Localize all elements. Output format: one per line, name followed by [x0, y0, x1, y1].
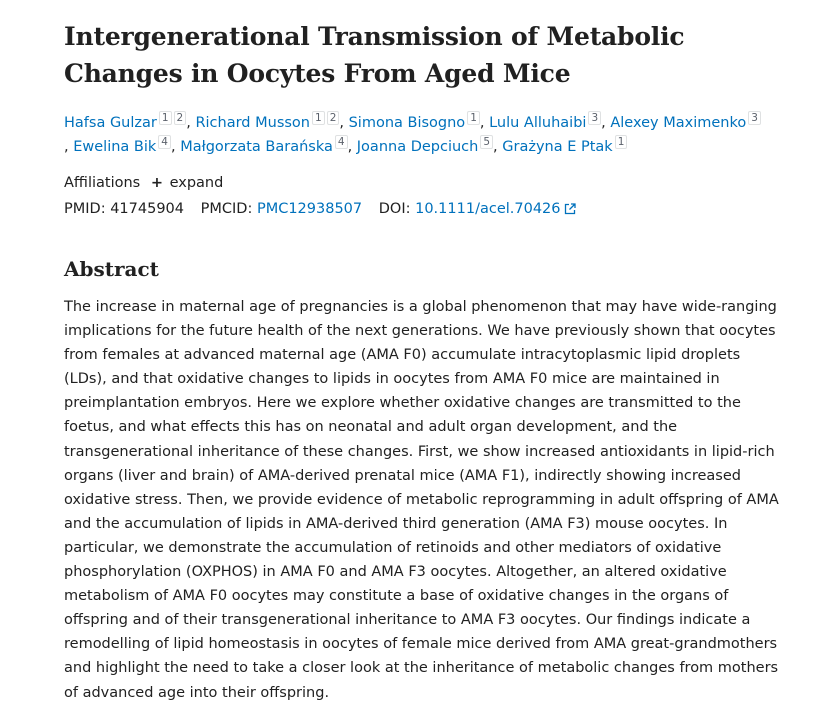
- author-link[interactable]: Ewelina Bik: [73, 139, 157, 155]
- affiliations-row: [64, 171, 794, 195]
- author-link[interactable]: Małgorzata Barańska: [180, 139, 333, 155]
- affiliation-number[interactable]: 1: [159, 111, 172, 125]
- authors-list: [64, 111, 764, 159]
- author-separator: ,: [479, 115, 490, 131]
- affiliation-number[interactable]: 4: [335, 135, 348, 149]
- affiliation-number[interactable]: 2: [327, 111, 340, 125]
- author-separator: ,: [186, 115, 196, 131]
- pmcid-item: [201, 201, 363, 217]
- pmcid-link[interactable]: PMC12938507: [256, 201, 363, 217]
- pmcid-label: PMCID:: [200, 201, 253, 217]
- affiliation-number[interactable]: 3: [748, 111, 761, 125]
- author-separator: ,: [601, 115, 611, 131]
- doi-item: [379, 201, 576, 217]
- expand-affiliations-button[interactable]: [151, 175, 224, 191]
- author-separator: ,: [170, 139, 181, 155]
- author-link[interactable]: Grażyna E Ptak: [502, 139, 613, 155]
- doi-label: DOI:: [378, 201, 411, 217]
- author-link[interactable]: Joanna Depciuch: [356, 139, 479, 155]
- affiliation-number[interactable]: 1: [467, 111, 480, 125]
- affiliation-number[interactable]: 2: [174, 111, 187, 125]
- expand-label: expand: [169, 175, 224, 191]
- affiliation-number[interactable]: 4: [158, 135, 171, 149]
- author-link[interactable]: Lulu Alluhaibi: [489, 115, 587, 131]
- abstract-heading: Abstract: [64, 257, 159, 281]
- plus-icon: +: [150, 175, 163, 191]
- author-separator: ,: [64, 139, 74, 155]
- pmid-item: [64, 201, 184, 217]
- pmid-label: PMID:: [64, 201, 106, 217]
- affiliations-label: Affiliations: [64, 175, 141, 191]
- author-link[interactable]: Alexey Maximenko: [610, 115, 747, 131]
- author-separator: ,: [493, 139, 503, 155]
- affiliation-number[interactable]: 5: [480, 135, 493, 149]
- author-link[interactable]: Simona Bisogno: [348, 115, 466, 131]
- article-title: Intergenerational Transmission of Metabolic Changes in Oocytes From Aged Mice: [64, 22, 685, 88]
- doi-value: 10.1111/acel.70426: [415, 201, 561, 217]
- affiliation-number[interactable]: 3: [588, 111, 601, 125]
- external-link-icon: [564, 201, 576, 221]
- author-link[interactable]: Richard Musson: [195, 115, 310, 131]
- affiliation-number[interactable]: 1: [312, 111, 325, 125]
- author-separator: ,: [347, 139, 357, 155]
- abstract-text: The increase in maternal age of pregnancies is a global phenomenon that may have wide-ranging implications for the future health of the next generations. We have previously shown that oocytes from females at advanced maternal age (AMA F0) accumulate intracytoplasmic lipid droplets (LDs), and that oxidative changes to lipids in oocytes from AMA F0 mice are maintained in preimplantation embryos. Here we explore whether oxidative changes are transmitted to the foetus, and what effects this has on neonatal and adult organ development, and the transgenerational inheritance of these changes. First, we show increased antioxidants in lipid-rich organs (liver and brain) of AMA-derived prenatal mice (AMA F1), indirectly showing increased oxidative stress. Then, we provide evidence of metabolic reprogramming in adult offspring of AMA and the accumulation of lipids in AMA-derived third generation (AMA F3) mouse oocytes. In particular, we demonstrate the accumulation of retinoids and other mediators of oxidative phosphorylation (OXPHOS) in AMA F0 and AMA F3 oocytes. Altogether, an altered oxidative metabolism of AMA F0 oocytes may constitute a base of oxidative changes in the organs of offspring and of their transgenerational inheritance to AMA F3 oocytes. Our findings indicate a remodelling of lipid homeostasis in oocytes of female mice derived from AMA great-grandmothers and highlight the need to take a closer look at the inheritance of metabolic changes from mothers of advanced age into their offspring.: [64, 299, 779, 701]
- author-link[interactable]: Hafsa Gulzar: [64, 115, 157, 131]
- author-separator: ,: [339, 115, 349, 131]
- article-identifiers: [64, 199, 794, 221]
- pmid-value: 41745904: [110, 201, 185, 217]
- affiliation-number[interactable]: 1: [615, 135, 628, 149]
- doi-link[interactable]: [415, 201, 575, 217]
